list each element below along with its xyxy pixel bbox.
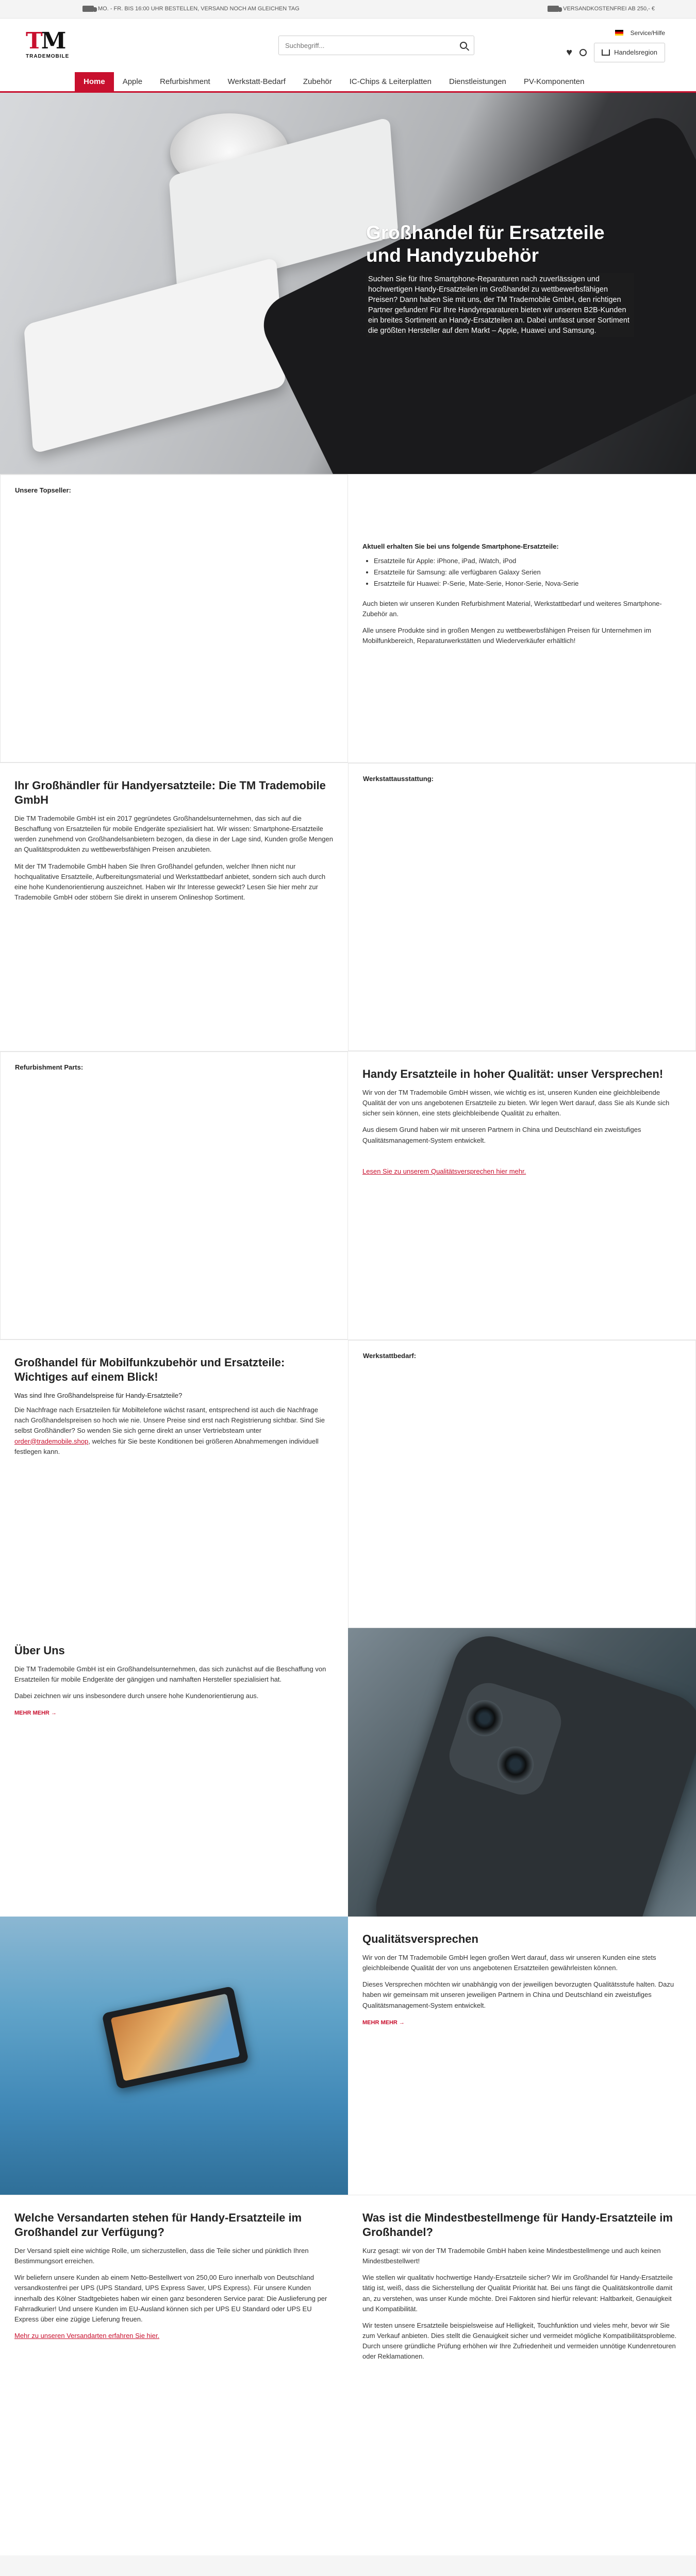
search-input[interactable] [279,36,453,55]
search-button[interactable] [453,36,474,55]
logo-mark [26,30,103,53]
usp-right-text: VERSANDKOSTENFREI AB 250,- € [563,5,655,12]
paragraph: Wir testen unsere Ersatzteile beispielsweise auf Helligkeit, Touchfunktion und vieles mehr, bevor wir Sie zum Verkauf anbieten. Dies stellt die Genauigkeit sicher und vermeidet mögliche Kompatibilitätsprobleme. Durch unsere gründliche Prüfung erhöhen wir Ihre Zufriedenheit und vermeiden unnötige Kundenretouren oder Reklamationen. [362,2321,677,2361]
usp-shipping-time [82,5,300,13]
usp-free-shipping [548,5,655,13]
powerbank-image [24,257,286,454]
quality-more-link[interactable]: MEHR MEHR → [362,2019,405,2026]
topseller-info [348,474,696,762]
logo-subtitle: TRADEMOBILE [26,54,70,60]
paragraph: Wir beliefern unsere Kunden ab einem Netto-Bestellwert von 250,00 Euro innerhalb von Deutschland versandkostenfrei per UPS (UPS Standard, UPS Express Saver, UPS Express). Für unsere Kunden innerhalb des Kölner Stadtgebietes haben wir einen ganz besonderen Service parat: Die Auslieferung per Fahrradkurier! Und unsere Kunden im EU-Ausland können sich per UPS EU Standard oder UPS EU Express über eine zügige Lieferung freuen. [14,2274,327,2323]
logo-mark-a: T [26,28,41,55]
parts-list [362,556,682,589]
cart-icon [602,49,610,56]
paragraph: Dabei zeichnen wir uns insbesondere durch unsere hohe Kundenorientierung aus. [14,1692,259,1700]
list-item: • Ersatzteile für Apple: iPhone, iPad, iWatch, iPod [374,556,682,566]
topseller-title: Unsere Topseller: [15,486,71,494]
section-about-us [0,1628,696,1917]
section-topseller [0,474,696,762]
werkstatt-panel [348,763,696,1051]
hero-title: Großhandel für Ersatzteile und Handyzubehör [366,222,605,266]
subheading: Was sind Ihre Großhandelspreise für Handy-Ersatzteile? [14,1392,183,1399]
section-shipping-moq [0,2195,696,2555]
logo[interactable] [26,27,103,63]
wishlist-heart-icon[interactable]: ♥ [566,46,573,58]
repair-photo [0,1917,348,2195]
refurbishment-title: Refurbishment Parts: [15,1063,84,1071]
nav-zubehoer[interactable]: Zubehör [303,77,332,86]
pricing-text-a: Die Nachfrage nach Ersatzteilen für Mobiltelefone wächst rasant, entsprechend ist auch die Nachfrage nach Großhandelspreisen so hoch wie nie. Unsere Preise sind erst nach Registrierung sichtbar. Sind Sie selbst Großhändler? So wenden Sie sich gerne direkt an unser Vertriebsteam unter [14,1406,325,1435]
paragraph: Der Versand spielt eine wichtige Rolle, um sicherzustellen, dass die Teile sicher und pünktlich Ihren Bestimmungsort erreichen. [14,2247,309,2265]
hero-text: Suchen Sie für Ihre Smartphone-Reparaturen nach zuverlässigen und hochwertigen Handy-Ersatzteilen im Großhandel zu wettbewerbsfähigen Preisen? Dann haben Sie mit uns, der TM Trademobile GmbH, den richtigen Partner gefunden! Für Ihre Handyreparaturen bieten wir unseren B2B-Kunden ein breites Sortiment an Handy-Ersatzteilen an. Dabei umfasst unser Sortiment die größten Hersteller auf dem Markt – Apple, Huawei und Samsung. [366,273,634,337]
paragraph: Wie stellen wir qualitativ hochwertige Handy-Ersatzteile sicher? Wir im Großhandel für Handy-Ersatzteile tätig ist, weiß, dass die Sicherstellung der Qualität Priorität hat. Bei uns fängt die Qualitätskontrolle damit an, zu verstehen, was unser Kunde möchte. Drei Faktoren sind hierfür relevant: Haltbarkeit, Genauigkeit und Kompatibilität. [362,2274,673,2313]
language-flag-icon[interactable] [615,30,623,36]
nav-refurbishment[interactable]: Refurbishment [160,77,210,86]
usp-left-text: MO. - FR. BIS 16:00 UHR BESTELLEN, VERSAND NOCH AM GLEICHEN TAG [98,5,300,12]
hero-overlay [361,222,639,337]
quality-promise-text [348,1917,696,2195]
paragraph: Mit der TM Trademobile GmbH haben Sie Ihren Großhandel gefunden, welcher Ihnen nicht nur hochqualitative Ersatzteile, Aufbereitungsmaterial und Werkstattbedarf anbietet, sondern sich auch durch eine hohe Kundenorientierung auszeichnet. Haben wir Ihr Interesse geweckt? Lesen Sie hier mehr zur Trademobile GmbH oder stöbern Sie direkt in unserem Onlineshop Sortiment. [14,862,326,901]
paragraph: Wir von der TM Trademobile GmbH wissen, wie wichtig es ist, unseren Kunden eine gleichbleibende Qualität der von uns angebotenen Ersatzteile zu bieten. Wir legen Wert darauf, dass Sie als Kunde sich sicher sein können, eine stets gleichbleibende Qualität zu erhalten. [362,1089,670,1117]
nav-apple[interactable]: Apple [122,77,143,86]
paragraph: Die TM Trademobile GmbH ist ein Großhandelsunternehmen, das sich zunächst auf die Beschaffung von Ersatzteilen für mobile Endgeräte der gängigen und namhaften Hersteller spezialisiert hat. [14,1665,326,1684]
list-item: • Ersatzteile für Huawei: P-Serie, Mate-Serie, Honor-Serie, Nova-Serie [374,579,682,589]
sales-email-link[interactable]: order@trademobile.shop [14,1437,89,1445]
paragraph: Alle unsere Produkte sind in großen Mengen zu wettbewerbsfähigen Preisen für Unternehmen im Mobilfunkbereich, Reparaturwerkstätten und Wiederverkäufer erhältlich! [362,626,652,645]
header-right [566,28,665,63]
section-title: Handy Ersatzteile in hoher Qualität: unser Versprechen! [362,1067,664,1080]
section-quality-promise [0,1917,696,2195]
pricing-text [0,1340,348,1628]
nav-werkstatt-bedarf[interactable]: Werkstatt-Bedarf [227,77,286,86]
hero-banner [0,93,696,474]
about-more-link[interactable]: MEHR MEHR → [14,1710,57,1717]
iphone-photo [348,1628,696,1917]
quality-link[interactable]: Lesen Sie zu unserem Qualitätsversprechen hier mehr. [362,1167,526,1175]
section-about-wholesaler [0,762,696,1051]
header-util [615,28,665,38]
wholesaler-text [0,763,348,1051]
shipping-text [0,2195,348,2555]
paragraph: Dieses Versprechen möchten wir unabhängig von der jeweiligen bevorzugten Qualitätsstufe halten. Dazu haben wir gemeinsam mit unseren jeweiligen Partnern in China und Deutschland ein zweistufiges Qualitätsmanagement-System entwickelt. [362,1980,674,2009]
section-title: Über Uns [14,1644,65,1657]
refurbishment-panel [0,1052,348,1340]
topseller-panel [0,474,348,762]
paragraph: Kurz gesagt: wir von der TM Trademobile GmbH haben keine Mindestbestellmenge und auch keinen Mindestbestellwert! [362,2247,661,2265]
header [0,19,696,72]
section-pricing [0,1340,696,1628]
paragraph: Wir von der TM Trademobile GmbH legen großen Wert darauf, dass wir unseren Kunden eine stets gleichbleibende Qualität der von uns angebotenen Ersatzteilen gewährleisten können. [362,1954,656,1972]
account-icon[interactable] [579,49,587,56]
cart-button[interactable] [594,43,665,62]
nav-pv-komponenten[interactable]: PV-Komponenten [523,77,585,86]
top-bar [0,0,696,19]
werkstattbedarf-title: Werkstattbedarf: [363,1352,417,1360]
nav-dienstleistungen[interactable]: Dienstleistungen [449,77,506,86]
main-nav [0,72,696,93]
parts-lead: Aktuell erhalten Sie bei uns folgende Smartphone-Ersatzteile: [362,543,559,550]
cart-label: Handelsregion [614,48,657,57]
service-menu[interactable]: Service/Hilfe [630,29,665,37]
nav-home[interactable]: Home [75,72,114,91]
footer [0,2555,696,2576]
logo-mark-b: M [41,28,65,55]
quality-text [348,1052,696,1340]
header-actions [566,43,665,62]
section-title: Ihr Großhändler für Handyersatzteile: Die TM Trademobile GmbH [14,779,326,806]
paragraph: Die TM Trademobile GmbH ist ein 2017 gegründetes Großhandelsunternehmen, das sich auf die Beschaffung von Ersatzteilen für mobile Endgeräte spezialisiert hat. Wir wissen: Smartphone-Ersatzteile werden zunehmend von Großhandelsanbietern bezogen, da diese in der Lage sind, Kunden große Mengen an Qualitätsprodukten zu wettbewerbsfähigen Preisen anzubieten. [14,815,333,854]
nav-ic-chips[interactable]: IC-Chips & Leiterplatten [349,77,432,86]
section-title: Großhandel für Mobilfunkzubehör und Ersatzteile: Wichtiges auf einem Blick! [14,1356,285,1383]
section-title: Welche Versandarten stehen für Handy-Ersatzteile im Großhandel zur Verfügung? [14,2211,302,2239]
phone-screen [111,1993,240,2081]
paragraph [14,1405,334,1457]
section-quality [0,1051,696,1340]
truck-icon [548,6,559,12]
moq-text [348,2195,696,2555]
paragraph: Aus diesem Grund haben wir mit unseren Partnern in China und Deutschland ein zweistufiges Qualitätsmanagement-System entwickelt. [362,1126,641,1144]
camera-lens [467,1700,503,1736]
paragraph: Auch bieten wir unseren Kunden Refurbishment Material, Werkstattbedarf und weiteres Smartphone-Zubehör an. [362,599,662,618]
search-box [278,36,474,55]
pricing-text-b: , welches für Sie beste Konditionen bei größeren Abnahmemengen individuell festlegen kann. [14,1437,319,1455]
werkstattbedarf-panel [348,1340,696,1628]
section-title: Qualitätsversprechen [362,1933,478,1945]
section-title: Was ist die Mindestbestellmenge für Handy-Ersatzteile im Großhandel? [362,2211,673,2239]
camera-lens [498,1747,534,1783]
werkstatt-title: Werkstattausstattung: [363,775,434,783]
shipping-link[interactable]: Mehr zu unseren Versandarten erfahren Sie hier. [14,2331,160,2340]
about-text [0,1628,348,1917]
list-item: • Ersatzteile für Samsung: alle verfügbaren Galaxy Serien [374,567,682,578]
search-icon [460,42,467,49]
truck-icon [82,6,94,12]
